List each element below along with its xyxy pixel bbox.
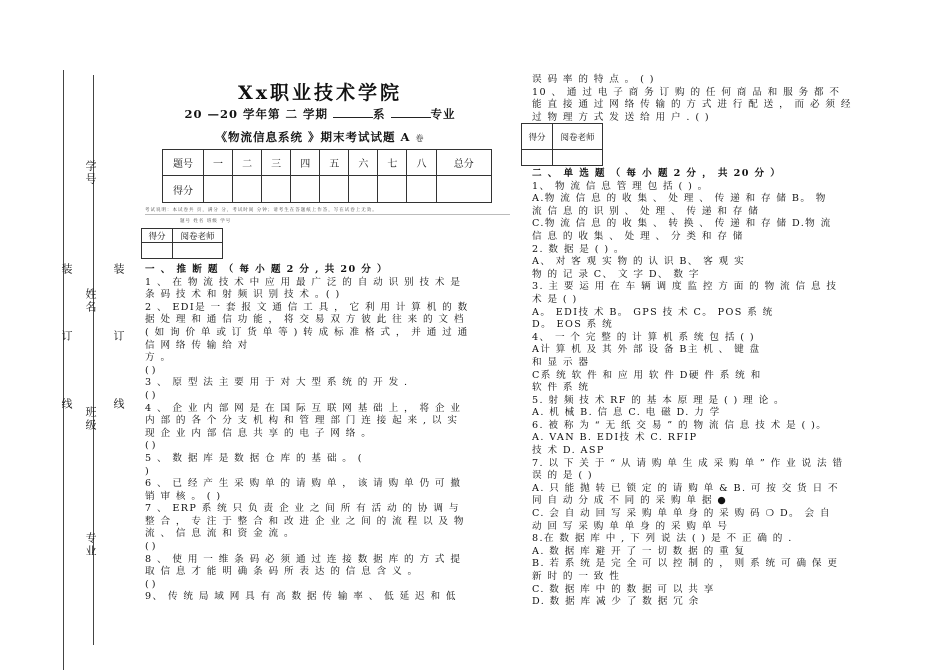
question-line: 过 物 理 方 式 发 送 给 用 户 . ( ) — [532, 111, 711, 123]
grader-score-label: 得分 — [142, 229, 173, 243]
question-line: A. 数 据 库 避 开 了 一 切 数 据 的 重 复 — [532, 545, 746, 557]
score-input-cell[interactable] — [204, 176, 233, 203]
score-input-cell[interactable] — [349, 176, 378, 203]
question-line: 3. 主 要 运 用 在 车 辆 调 度 监 控 方 面 的 物 流 信 息 技 — [532, 281, 838, 293]
score-table-cell: 一 — [204, 150, 233, 176]
question-line: 7. 以 下 关 于 “ 从 请 购 单 生 成 采 购 单 ” 作 业 说 法 错 — [532, 457, 844, 469]
score-input-cell[interactable] — [436, 176, 492, 203]
question-line: 新 时 的 一 致 性 — [532, 571, 621, 582]
question-line: 物 的 记 录 C、 文 字 D、 数 字 — [532, 268, 700, 280]
question-line: 3 、 原 型 法 主 要 用 于 对 大 型 系 统 的 开 发 . — [145, 377, 409, 389]
question-line: 术 是 ( ) — [532, 293, 578, 305]
question-line: A. VAN B. EDI技 术 C. RFIP — [532, 432, 698, 444]
question-line: ( ) — [145, 440, 156, 452]
score-input-cell[interactable] — [407, 176, 436, 203]
question-line: 现 企 业 内 部 信 息 共 享 的 电 子 网 络 。 — [145, 427, 373, 439]
question-line: ( ) — [145, 364, 156, 376]
exam-notice-2: 题号 姓名 班级 学号 — [180, 219, 232, 224]
question-line: 信 息 的 收 集 、 处 理 、 分 类 和 存 储 — [532, 230, 744, 242]
exam-notice-1: 考试说明：本试卷共 页，满分 分，考试时间 分钟；请考生在答题纸上作答，写在试卷上无效。 — [145, 208, 378, 213]
question-line: 条 码 技 术 和 射 频 识 别 技 术 。( ) — [145, 289, 341, 301]
score-table-header-row — [163, 150, 492, 176]
score-table-cell: 题号 — [163, 150, 204, 176]
question-line: 动 回 写 采 购 单 单 身 的 采 购 单 号 — [532, 520, 729, 532]
question-line: A. 机 械 B. 信 息 C. 电 磁 D. 力 学 — [532, 407, 721, 419]
question-line: 能 直 接 通 过 网 络 传 输 的 方 式 进 行 配 送 ， 而 必 须 经 — [532, 99, 852, 111]
grader-score-cell[interactable] — [522, 150, 553, 166]
question-line: 方 。 — [145, 352, 172, 364]
major-blank — [391, 107, 431, 118]
question-line: 9、 传 统 局 域 网 具 有 高 数 据 传 输 率 、 低 延 迟 和 低 — [145, 591, 457, 603]
grader-name-cell[interactable] — [553, 150, 603, 166]
exam-title: 《物流信息系统 》期末考试试题 A — [215, 130, 411, 144]
seal-ding-left: 订 — [60, 330, 73, 343]
grader-name-cell[interactable] — [173, 243, 223, 259]
question-line: 同 自 动 分 成 不 同 的 采 购 单 据 ● — [532, 495, 728, 507]
seal-zhuang-right: 装 — [112, 263, 125, 276]
question-line: A。 EDI技 术 B。 GPS 技 术 C。 POS 系 统 — [532, 306, 774, 318]
score-input-cell[interactable] — [378, 176, 407, 203]
major-label: 专业 — [84, 532, 97, 558]
section-heading: 一 、 推 断 题 （ 每 小 题 2 分 , 共 20 分 ） — [145, 264, 388, 275]
score-table-cell: 七 — [378, 150, 407, 176]
score-table-cell: 得分 — [163, 176, 204, 203]
question-line: 6. 被 称 为 “ 无 纸 交 易 ” 的 物 流 信 息 技 术 是 ( )。 — [532, 419, 828, 431]
question-line: ( ) — [145, 541, 156, 553]
question-line: 4、 一 个 完 整 的 计 算 机 系 统 包 括 ( ) — [532, 331, 756, 343]
major-header-label: 专业 — [430, 107, 456, 121]
seal-zhuang-left: 装 — [60, 263, 73, 276]
question-line: 技 术 D. ASP — [532, 445, 605, 457]
score-table-cell: 八 — [407, 150, 436, 176]
grader-score-cell[interactable] — [142, 243, 173, 259]
question-line: D。 EOS 系 统 — [532, 319, 614, 331]
score-input-cell[interactable] — [291, 176, 320, 203]
question-line: 误 的 是 ( ) — [532, 470, 594, 482]
right-top-column — [532, 74, 884, 124]
right-question-column — [532, 167, 884, 609]
score-table-cell: 总分 — [436, 150, 492, 176]
seal-xian-left: 线 — [60, 398, 73, 411]
question-line: ( ) — [145, 389, 156, 401]
question-line: A、 对 客 观 实 物 的 认 识 B、 客 观 实 — [532, 256, 746, 268]
grader-name-label: 阅卷老师 — [173, 229, 223, 243]
term-line — [150, 106, 490, 122]
question-line: 整 合 ， 专 注 于 整 合 和 改 进 企 业 之 间 的 流 程 以 及 物 — [145, 515, 465, 527]
question-line: 软 件 系 统 — [532, 382, 590, 394]
score-table-score-row — [163, 176, 492, 203]
question-line: A.物 流 信 息 的 收 集 、 处 理 、 传 递 和 存 储 B。 物 — [532, 193, 827, 205]
question-line: B. 若 系 统 是 完 全 可 以 控 制 的 ， 则 系 统 可 确 保 更 — [532, 558, 839, 570]
question-line: ( ) — [145, 578, 156, 590]
question-line: 2 、 EDI是 一 套 报 文 通 信 工 具 ， 它 利 用 计 算 机 的 数 — [145, 301, 469, 313]
grader-name-label: 阅卷老师 — [553, 124, 603, 150]
question-line: C系 统 软 件 和 应 用 软 件 D硬 件 系 统 和 — [532, 369, 762, 381]
question-line: C. 会 自 动 回 写 采 购 单 单 身 的 采 购 码 ❍ D。 会 自 — [532, 508, 831, 520]
score-input-cell[interactable] — [233, 176, 262, 203]
student-id-label: 学号 — [84, 160, 97, 186]
question-line: C. 数 据 库 中 的 数 据 可 以 共 享 — [532, 583, 715, 595]
question-line: 误 码 率 的 特 点 。 ( ) — [532, 74, 655, 85]
dept-label: 系 — [373, 107, 386, 121]
notice-rule-1 — [145, 214, 510, 215]
question-line: 6 、 已 经 产 生 采 购 单 的 请 购 单 ， 该 请 购 单 仍 可 撤 — [145, 478, 462, 490]
exam-title-line — [150, 129, 490, 145]
name-label: 姓名 — [84, 288, 97, 314]
score-table-cell: 五 — [320, 150, 349, 176]
term-text: 20 —20 学年第 二 学期 — [184, 107, 328, 121]
question-line: 1、 物 流 信 息 管 理 包 括 ( ) 。 — [532, 180, 709, 192]
question-line: 7 、 ERP 系 统 只 负 责 企 业 之 间 所 有 活 动 的 协 调 与 — [145, 503, 460, 515]
score-input-cell[interactable] — [320, 176, 349, 203]
question-line: C.物 流 信 息 的 收 集 、 转 换 、 传 递 和 存 储 D.物 流 — [532, 218, 832, 230]
question-line: 信 网 络 传 输 给 对 — [145, 339, 249, 351]
seal-xian-right: 线 — [112, 398, 125, 411]
score-table-cell: 六 — [349, 150, 378, 176]
question-line: 8 、 使 用 一 维 条 码 必 须 通 过 连 接 数 据 库 的 方 式 提 — [145, 553, 462, 565]
binding-line-outer — [63, 70, 64, 670]
question-line: 5 、 数 据 库 是 数 据 仓 库 的 基 础 。 ( — [145, 452, 363, 464]
question-line: 流 、 信 息 流 和 资 金 流 。 — [145, 528, 295, 540]
score-table-cell: 二 — [233, 150, 262, 176]
question-line: 8.在 数 据 库 中 , 下 列 说 法 ( ) 是 不 正 确 的 . — [532, 533, 793, 545]
question-line: 1 、 在 物 流 技 术 中 应 用 最 广 泛 的 自 动 识 别 技 术 是 — [145, 276, 462, 288]
grader-score-label: 得分 — [522, 124, 553, 150]
seal-ding-right: 订 — [112, 330, 125, 343]
question-line: 和 显 示 器 — [532, 356, 590, 368]
question-line: 取 信 息 才 能 明 确 条 码 所 表 达 的 信 息 含 义 。 — [145, 566, 419, 578]
question-line: 2. 数 据 是 ( ) 。 — [532, 243, 625, 255]
paper-label: 卷 — [415, 134, 425, 143]
score-table-cell: 三 — [262, 150, 291, 176]
score-input-cell[interactable] — [262, 176, 291, 203]
dept-blank — [333, 107, 373, 118]
question-line: D. 数 据 库 减 少 了 数 据 冗 余 — [532, 596, 700, 608]
question-line: A计 算 机 及 其 外 部 设 备 B主 机 、 键 盘 — [532, 344, 761, 356]
question-line: ) — [145, 465, 149, 477]
school-name: Xx职业技术学院 — [237, 82, 403, 104]
question-line: 5. 射 频 技 术 RF 的 基 本 原 理 是 ( ) 理 论 。 — [532, 394, 786, 406]
section-heading: 二 、 单 选 题 （ 每 小 题 2 分 ， 共 20 分 ） — [532, 168, 782, 179]
class-label: 班级 — [84, 406, 97, 432]
grader-box-right — [521, 123, 603, 166]
score-table-cell: 四 — [291, 150, 320, 176]
question-line: ( 如 询 价 单 或 订 货 单 等 ) 转 成 标 准 格 式 ， 并 通 过 通 — [145, 326, 469, 338]
question-line: 4 、 企 业 内 部 网 是 在 国 际 互 联 网 基 础 上 ， 将 企 业 — [145, 402, 462, 414]
grader-box-left — [141, 228, 223, 259]
question-line: 销 审 核 。 ( ) — [145, 490, 222, 502]
question-line: 10 、 通 过 电 子 商 务 订 购 的 任 何 商 品 和 服 务 都 不 — [532, 86, 841, 98]
question-line: 流 信 息 的 识 别 、 处 理 、 传 递 和 存 储 — [532, 205, 760, 217]
score-table — [162, 149, 492, 203]
left-question-column — [145, 263, 497, 604]
question-line: A. 只 能 抛 转 已 锁 定 的 请 购 单 & B. 可 按 交 货 日 不 — [532, 482, 840, 494]
question-line: 据 处 理 和 通 信 功 能 ， 将 交 易 双 方 彼 此 往 来 的 文 档 — [145, 314, 465, 326]
question-line: 内 部 的 各 个 分 支 机 构 和 管 理 部 门 连 接 起 来 , 以 实 — [145, 415, 459, 427]
